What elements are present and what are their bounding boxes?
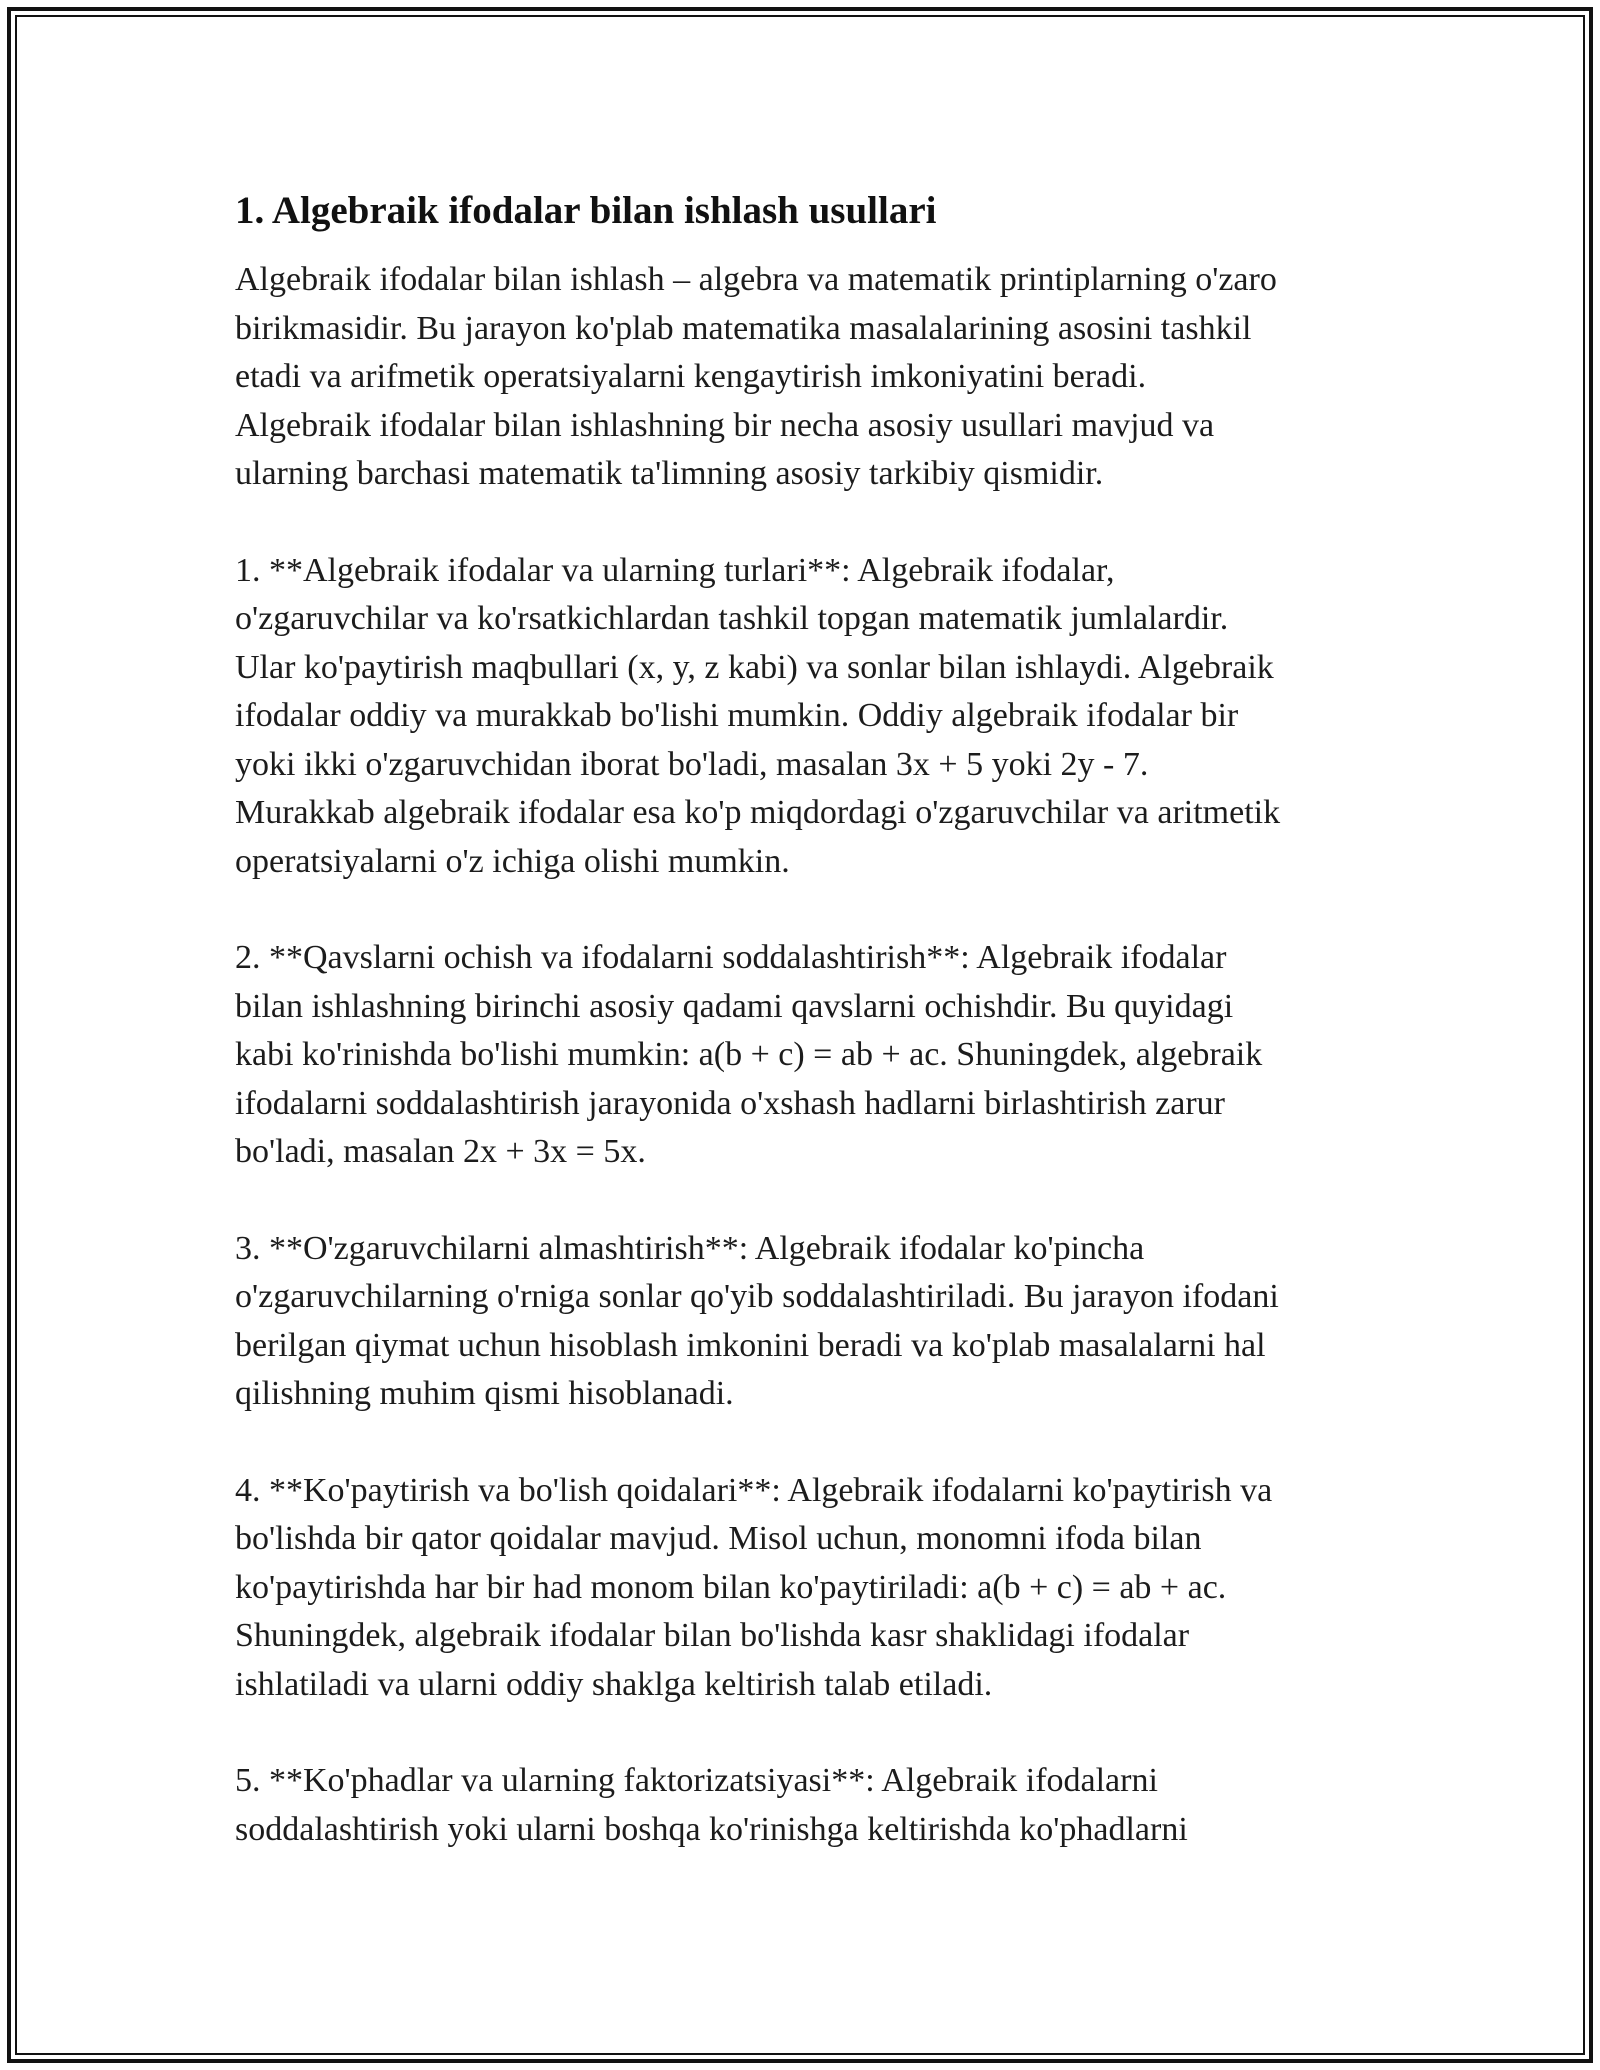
section-heading: 1. Algebraik ifodalar bilan ishlash usullari [235, 189, 937, 232]
paragraph-line: ifodalarni soddalashtirish jarayonida o'xshash hadlarni birlashtirish zarur [235, 1084, 1225, 1122]
paragraph-line: 5. **Ko'phadlar va ularning faktorizatsiyasi**: Algebraik ifodalarni [235, 1762, 1158, 1799]
paragraph-line: ifodalar oddiy va murakkab bo'lishi mumkin. Oddiy algebraik ifodalar bir [235, 697, 1239, 734]
paragraph-line: yoki ikki o'zgaruvchidan iborat bo'ladi, masalan 3x + 5 yoki 2y - 7. [235, 745, 1149, 783]
paragraph-line: ularning barchasi matematik ta'limning asosiy tarkibiy qismidir. [235, 455, 1104, 492]
paragraph [235, 547, 1385, 887]
paragraph-line: ko'paytirishda har bir had monom bilan ko'paytiriladi: a(b + c) = ab + ac. [235, 1568, 1227, 1606]
paragraph-line: Algebraik ifodalar bilan ishlash – algebra va matematik printiplarning o'zaro [235, 261, 1277, 298]
paragraph-line: birikmasidir. Bu jarayon ko'plab matematika masalalarining asosini tashkil [235, 309, 1252, 347]
paragraph-line: Ular ko'paytirish maqbullari (x, y, z kabi) va sonlar bilan ishlaydi. Algebraik [235, 648, 1274, 686]
paragraph-line: qilishning muhim qismi hisoblanadi. [235, 1375, 734, 1412]
paragraph [235, 1467, 1385, 1710]
paragraph-line: 3. **O'zgaruvchilarni almashtirish**: Algebraik ifodalar ko'pincha [235, 1229, 1145, 1267]
paragraph [235, 934, 1385, 1177]
paragraph-line: ishlatiladi va ularni oddiy shaklga keltirish talab etiladi. [235, 1665, 993, 1703]
paragraph-line: berilgan qiymat uchun hisoblash imkonini beradi va ko'plab masalalarni hal [235, 1326, 1266, 1364]
paragraph-line: 2. **Qavslarni ochish va ifodalarni soddalashtirish**: Algebraik ifodalar [235, 939, 1227, 976]
paragraph-line: 1. **Algebraik ifodalar va ularning turlari**: Algebraik ifodalar, [235, 551, 1115, 589]
paragraph-line: etadi va arifmetik operatsiyalarni kengaytirish imkoniyatini beradi. [235, 358, 1147, 395]
paragraph-list [235, 256, 1385, 1854]
paragraph-line: o'zgaruvchilarning o'rniga sonlar qo'yib soddalashtiriladi. Bu jarayon ifodani [235, 1278, 1279, 1315]
paragraph-line: Murakkab algebraik ifodalar esa ko'p miqdordagi o'zgaruvchilar va aritmetik [235, 794, 1281, 831]
paragraph-line: kabi ko'rinishda bo'lishi mumkin: a(b + c) = ab + ac. Shuningdek, algebraik [235, 1036, 1263, 1073]
paragraph [235, 256, 1385, 499]
paragraph-line: Shuningdek, algebraik ifodalar bilan bo'lishda kasr shaklidagi ifodalar [235, 1617, 1190, 1654]
paragraph [235, 1225, 1385, 1419]
paragraph [235, 1757, 1385, 1854]
paragraph-line: soddalashtirish yoki ularni boshqa ko'rinishga keltirishda ko'phadlarni [235, 1810, 1188, 1848]
paragraph-line: bo'ladi, masalan 2x + 3x = 5x. [235, 1133, 646, 1170]
paragraph-line: Algebraik ifodalar bilan ishlashning bir necha asosiy usullari mavjud va [235, 406, 1215, 444]
paragraph-line: bo'lishda bir qator qoidalar mavjud. Misol uchun, monomni ifoda bilan [235, 1520, 1202, 1557]
paragraph-line: bilan ishlashning birinchi asosiy qadami qavslarni ochishdir. Bu quyidagi [235, 987, 1234, 1025]
paragraph-line: operatsiyalarni o'z ichiga olishi mumkin. [235, 842, 790, 880]
paragraph-line: o'zgaruvchilar va ko'rsatkichlardan tashkil topgan matematik jumlalardir. [235, 600, 1229, 637]
document-body [235, 186, 1385, 1902]
paragraph-line: 4. **Ko'paytirish va bo'lish qoidalari**: Algebraik ifodalarni ko'paytirish va [235, 1471, 1273, 1509]
